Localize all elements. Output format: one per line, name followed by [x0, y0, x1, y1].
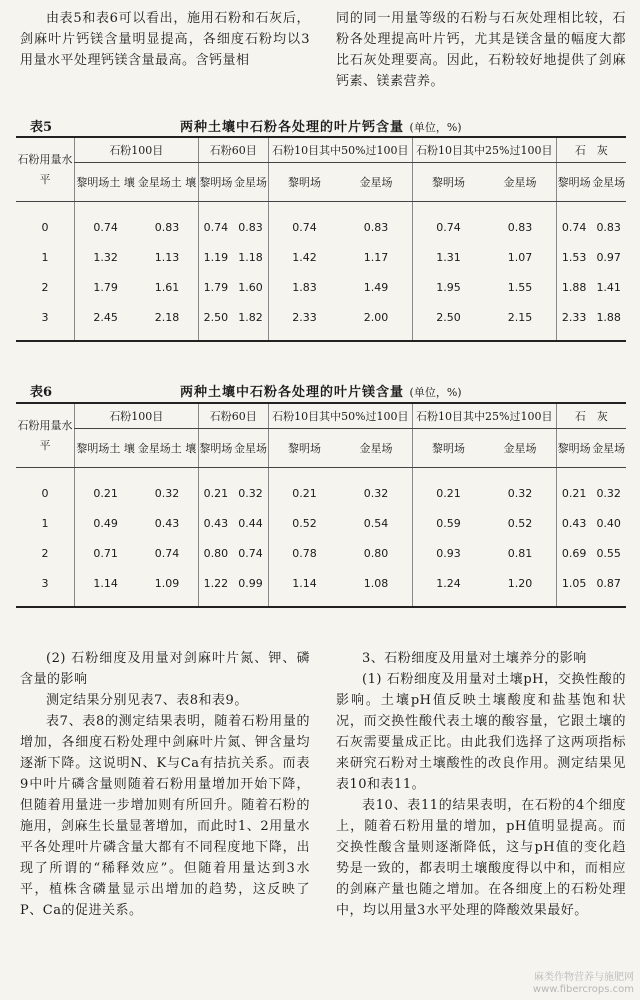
- value-cell: 0.83: [363, 220, 389, 234]
- table-row: [16, 302, 626, 341]
- table-row: [16, 568, 626, 607]
- value-cell: 0.74: [198, 202, 233, 243]
- value-cell: 0.74: [556, 202, 591, 243]
- group-header: 石粉10目其中50%过100目: [268, 403, 412, 429]
- group-header: 石粉10目其中25%过100目: [412, 403, 556, 429]
- row-header: 石粉用量水平: [16, 403, 75, 468]
- value-cell: 1.05: [556, 568, 591, 607]
- column-header: 金星场: [484, 429, 556, 468]
- column-header: 金星场: [484, 163, 556, 202]
- column-header: 金星场: [340, 429, 412, 468]
- value-cell: 0.74: [75, 202, 137, 243]
- column-header: 金星场土 壤: [136, 163, 198, 202]
- value-cell: 1.13: [154, 250, 180, 264]
- column-header: 黎明场: [198, 429, 233, 468]
- column-header: 黎明场: [268, 163, 340, 202]
- value-cell: 1.88: [556, 272, 591, 302]
- paragraph: 测定结果分别见表7、表8和表9。: [46, 693, 248, 708]
- value-cell: 0.43: [198, 508, 233, 538]
- value-cell: 0.49: [75, 508, 137, 538]
- text-column-left-bottom: [20, 648, 310, 921]
- value-cell: 1.60: [238, 280, 263, 294]
- watermark-line: 麻类作物营养与施肥网: [534, 972, 634, 983]
- value-cell: 1.55: [507, 280, 533, 294]
- watermark: [533, 972, 634, 996]
- value-cell: 2.18: [136, 302, 198, 341]
- column-header: 金星场: [591, 429, 626, 468]
- value-cell: 2.45: [75, 302, 137, 341]
- group-header: 石粉100目: [75, 137, 199, 163]
- column-header: 黎明场: [412, 429, 484, 468]
- value-cell: 0.99: [233, 568, 268, 607]
- table-row: [16, 468, 626, 509]
- value-cell: 0.21: [198, 468, 233, 509]
- paragraph: 表10、表11的结果表明，在石粉的4个细度上，随着石粉用量的增加，pH值明显提高。而交换性酸含量则逐渐降低，这与pH值的变化趋势是一致的，都表明土壤酸度得以中和，而相应的剑麻产量也随之增加。在各细度上的石粉处理中，均以用量3水平处理的降酸效果最好。: [336, 798, 626, 918]
- level-cell: 0: [41, 220, 49, 234]
- column-header: 黎明场: [556, 429, 591, 468]
- value-cell: 1.88: [591, 302, 626, 341]
- value-cell: 0.83: [154, 220, 180, 234]
- table6-unit: (单位，%): [409, 386, 462, 399]
- value-cell: 0.44: [238, 516, 263, 530]
- section-heading: (2) 石粉细度及用量对剑麻叶片氮、钾、磷含量的影响: [20, 651, 310, 687]
- text-column-right-top: [336, 8, 626, 92]
- value-cell: 0.32: [596, 486, 621, 500]
- table5-title-text: 两种土壤中石粉各处理的叶片钙含量: [180, 120, 405, 135]
- value-cell: 1.24: [412, 568, 484, 607]
- value-cell: 0.97: [596, 250, 621, 264]
- value-cell: 1.42: [268, 242, 340, 272]
- value-cell: 0.43: [154, 516, 180, 530]
- value-cell: 1.17: [363, 250, 389, 264]
- value-cell: 0.21: [556, 468, 591, 509]
- value-cell: 0.71: [75, 538, 137, 568]
- value-cell: 0.55: [596, 546, 621, 560]
- section-heading: 3、石粉细度及用量对土壤养分的影响: [362, 651, 587, 666]
- value-cell: 0.93: [412, 538, 484, 568]
- column-header: 黎明场土 壤: [75, 429, 137, 468]
- value-cell: 0.32: [507, 486, 533, 500]
- group-header: 石 灰: [556, 137, 626, 163]
- value-cell: 1.95: [412, 272, 484, 302]
- value-cell: 0.21: [75, 468, 137, 509]
- value-cell: 1.53: [556, 242, 591, 272]
- paragraph: 由表5和表6可以看出，施用石粉和石灰后，剑麻叶片钙镁含量明显提高，各细度石粉均以3用量水平处理钙镁含量最高。含钙量相: [20, 11, 310, 68]
- value-cell: 1.41: [596, 280, 621, 294]
- value-cell: 1.14: [268, 568, 340, 607]
- value-cell: 0.43: [556, 508, 591, 538]
- value-cell: 0.78: [268, 538, 340, 568]
- level-cell: 0: [41, 486, 49, 500]
- column-header: 金星场土 壤: [136, 429, 198, 468]
- table5-number: 表5: [30, 120, 53, 135]
- value-cell: 1.20: [484, 568, 556, 607]
- group-header: 石粉60目: [198, 403, 268, 429]
- column-header: 黎明场: [268, 429, 340, 468]
- value-cell: 2.00: [340, 302, 412, 341]
- value-cell: 0.54: [363, 516, 389, 530]
- column-header: 黎明场: [198, 163, 233, 202]
- column-header: 金星场: [340, 163, 412, 202]
- level-cell: 1: [41, 250, 49, 264]
- value-cell: 0.74: [238, 546, 263, 560]
- column-header: 金星场: [233, 429, 268, 468]
- value-cell: 0.74: [154, 546, 180, 560]
- value-cell: 1.22: [198, 568, 233, 607]
- column-header: 黎明场土 壤: [75, 163, 137, 202]
- value-cell: 0.83: [238, 220, 263, 234]
- value-cell: 0.80: [363, 546, 389, 560]
- value-cell: 0.81: [507, 546, 533, 560]
- table-row: [16, 538, 626, 568]
- value-cell: 2.33: [556, 302, 591, 341]
- watermark-line: www.fibercrops.com: [532, 984, 634, 995]
- value-cell: 2.33: [268, 302, 340, 341]
- paragraph: 表7、表8的测定结果表明，随着石粉用量的增加，各细度石粉处理中剑麻叶片氮、钾含量均逐渐下降。这说明N、K与Ca有拮抗关系。而表9中叶片磷含量则随着石粉用量增加开始下降，但随着用量进一步增加则有所回升。随着石粉的施用，剑麻生长量显著增加，而此时1、2用量水平各处理叶片磷含量大都有不同程度地下降，出现了所谓的“稀释效应”。但随着用量达到3水平，植株含磷量显示出增加的趋势，这反映了P、Ca的促进关系。: [20, 714, 310, 918]
- group-header: 石粉100目: [75, 403, 199, 429]
- level-cell: 3: [16, 568, 75, 607]
- text-column-left-top: [20, 8, 310, 71]
- table-row: [16, 508, 626, 538]
- level-cell: 2: [41, 546, 49, 560]
- value-cell: 1.61: [154, 280, 180, 294]
- value-cell: 1.14: [75, 568, 137, 607]
- value-cell: 0.32: [238, 486, 263, 500]
- row-header: 石粉用量水平: [16, 137, 75, 202]
- value-cell: 1.79: [75, 272, 137, 302]
- group-header: 石粉60目: [198, 137, 268, 163]
- group-header: 石 灰: [556, 403, 626, 429]
- value-cell: 0.32: [154, 486, 180, 500]
- level-cell: 2: [41, 280, 49, 294]
- table6-title: [180, 381, 462, 400]
- value-cell: 0.52: [507, 516, 533, 530]
- value-cell: 0.83: [507, 220, 533, 234]
- value-cell: 0.80: [198, 538, 233, 568]
- paragraph: (1) 石粉细度及用量对土壤pH，交换性酸的影响。土壤pH值反映土壤酸度和盐基饱和状况，而交换性酸代表土壤的酸容量，它跟土壤的石灰需要量成正比。由此我们选择了这两项指标来研究石粉对土壤酸性的改良作用。测定结果见表10和表11。: [336, 672, 626, 792]
- value-cell: 1.82: [233, 302, 268, 341]
- value-cell: 1.19: [198, 242, 233, 272]
- value-cell: 1.31: [412, 242, 484, 272]
- table6-number: 表6: [30, 385, 53, 400]
- table6-title-text: 两种土壤中石粉各处理的叶片镁含量: [180, 385, 405, 400]
- value-cell: 1.79: [198, 272, 233, 302]
- table-row: [16, 272, 626, 302]
- value-cell: 0.69: [556, 538, 591, 568]
- value-cell: 0.83: [596, 220, 621, 234]
- value-cell: 0.21: [268, 468, 340, 509]
- column-header: 黎明场: [556, 163, 591, 202]
- value-cell: 0.74: [412, 202, 484, 243]
- value-cell: 1.09: [136, 568, 198, 607]
- value-cell: 2.50: [412, 302, 484, 341]
- value-cell: 2.50: [198, 302, 233, 341]
- value-cell: 0.52: [268, 508, 340, 538]
- text-column-right-bottom: [336, 648, 626, 921]
- value-cell: 1.83: [268, 272, 340, 302]
- value-cell: 1.49: [363, 280, 389, 294]
- value-cell: 0.59: [412, 508, 484, 538]
- table-row: [16, 202, 626, 243]
- value-cell: 0.74: [268, 202, 340, 243]
- group-header: 石粉10目其中25%过100目: [412, 137, 556, 163]
- table5-title: [180, 116, 462, 135]
- value-cell: 1.07: [507, 250, 533, 264]
- value-cell: 1.32: [75, 242, 137, 272]
- level-cell: 3: [16, 302, 75, 341]
- value-cell: 0.87: [591, 568, 626, 607]
- value-cell: 0.32: [363, 486, 389, 500]
- column-header: 金星场: [591, 163, 626, 202]
- paragraph: 同的同一用量等级的石粉与石灰处理相比较，石粉各处理提高叶片钙，尤其是镁含量的幅度大都比石灰处理要高。因此，石粉较好地提供了剑麻钙素、镁素营养。: [336, 11, 626, 89]
- table5: [16, 136, 626, 342]
- table5-unit: (单位，%): [409, 121, 462, 134]
- value-cell: 2.15: [484, 302, 556, 341]
- value-cell: 1.08: [340, 568, 412, 607]
- value-cell: 0.40: [596, 516, 621, 530]
- group-header: 石粉10目其中50%过100目: [268, 137, 412, 163]
- level-cell: 1: [41, 516, 49, 530]
- column-header: 黎明场: [412, 163, 484, 202]
- table6: [16, 402, 626, 608]
- table-row: [16, 242, 626, 272]
- column-header: 金星场: [233, 163, 268, 202]
- value-cell: 0.21: [412, 468, 484, 509]
- value-cell: 1.18: [238, 250, 263, 264]
